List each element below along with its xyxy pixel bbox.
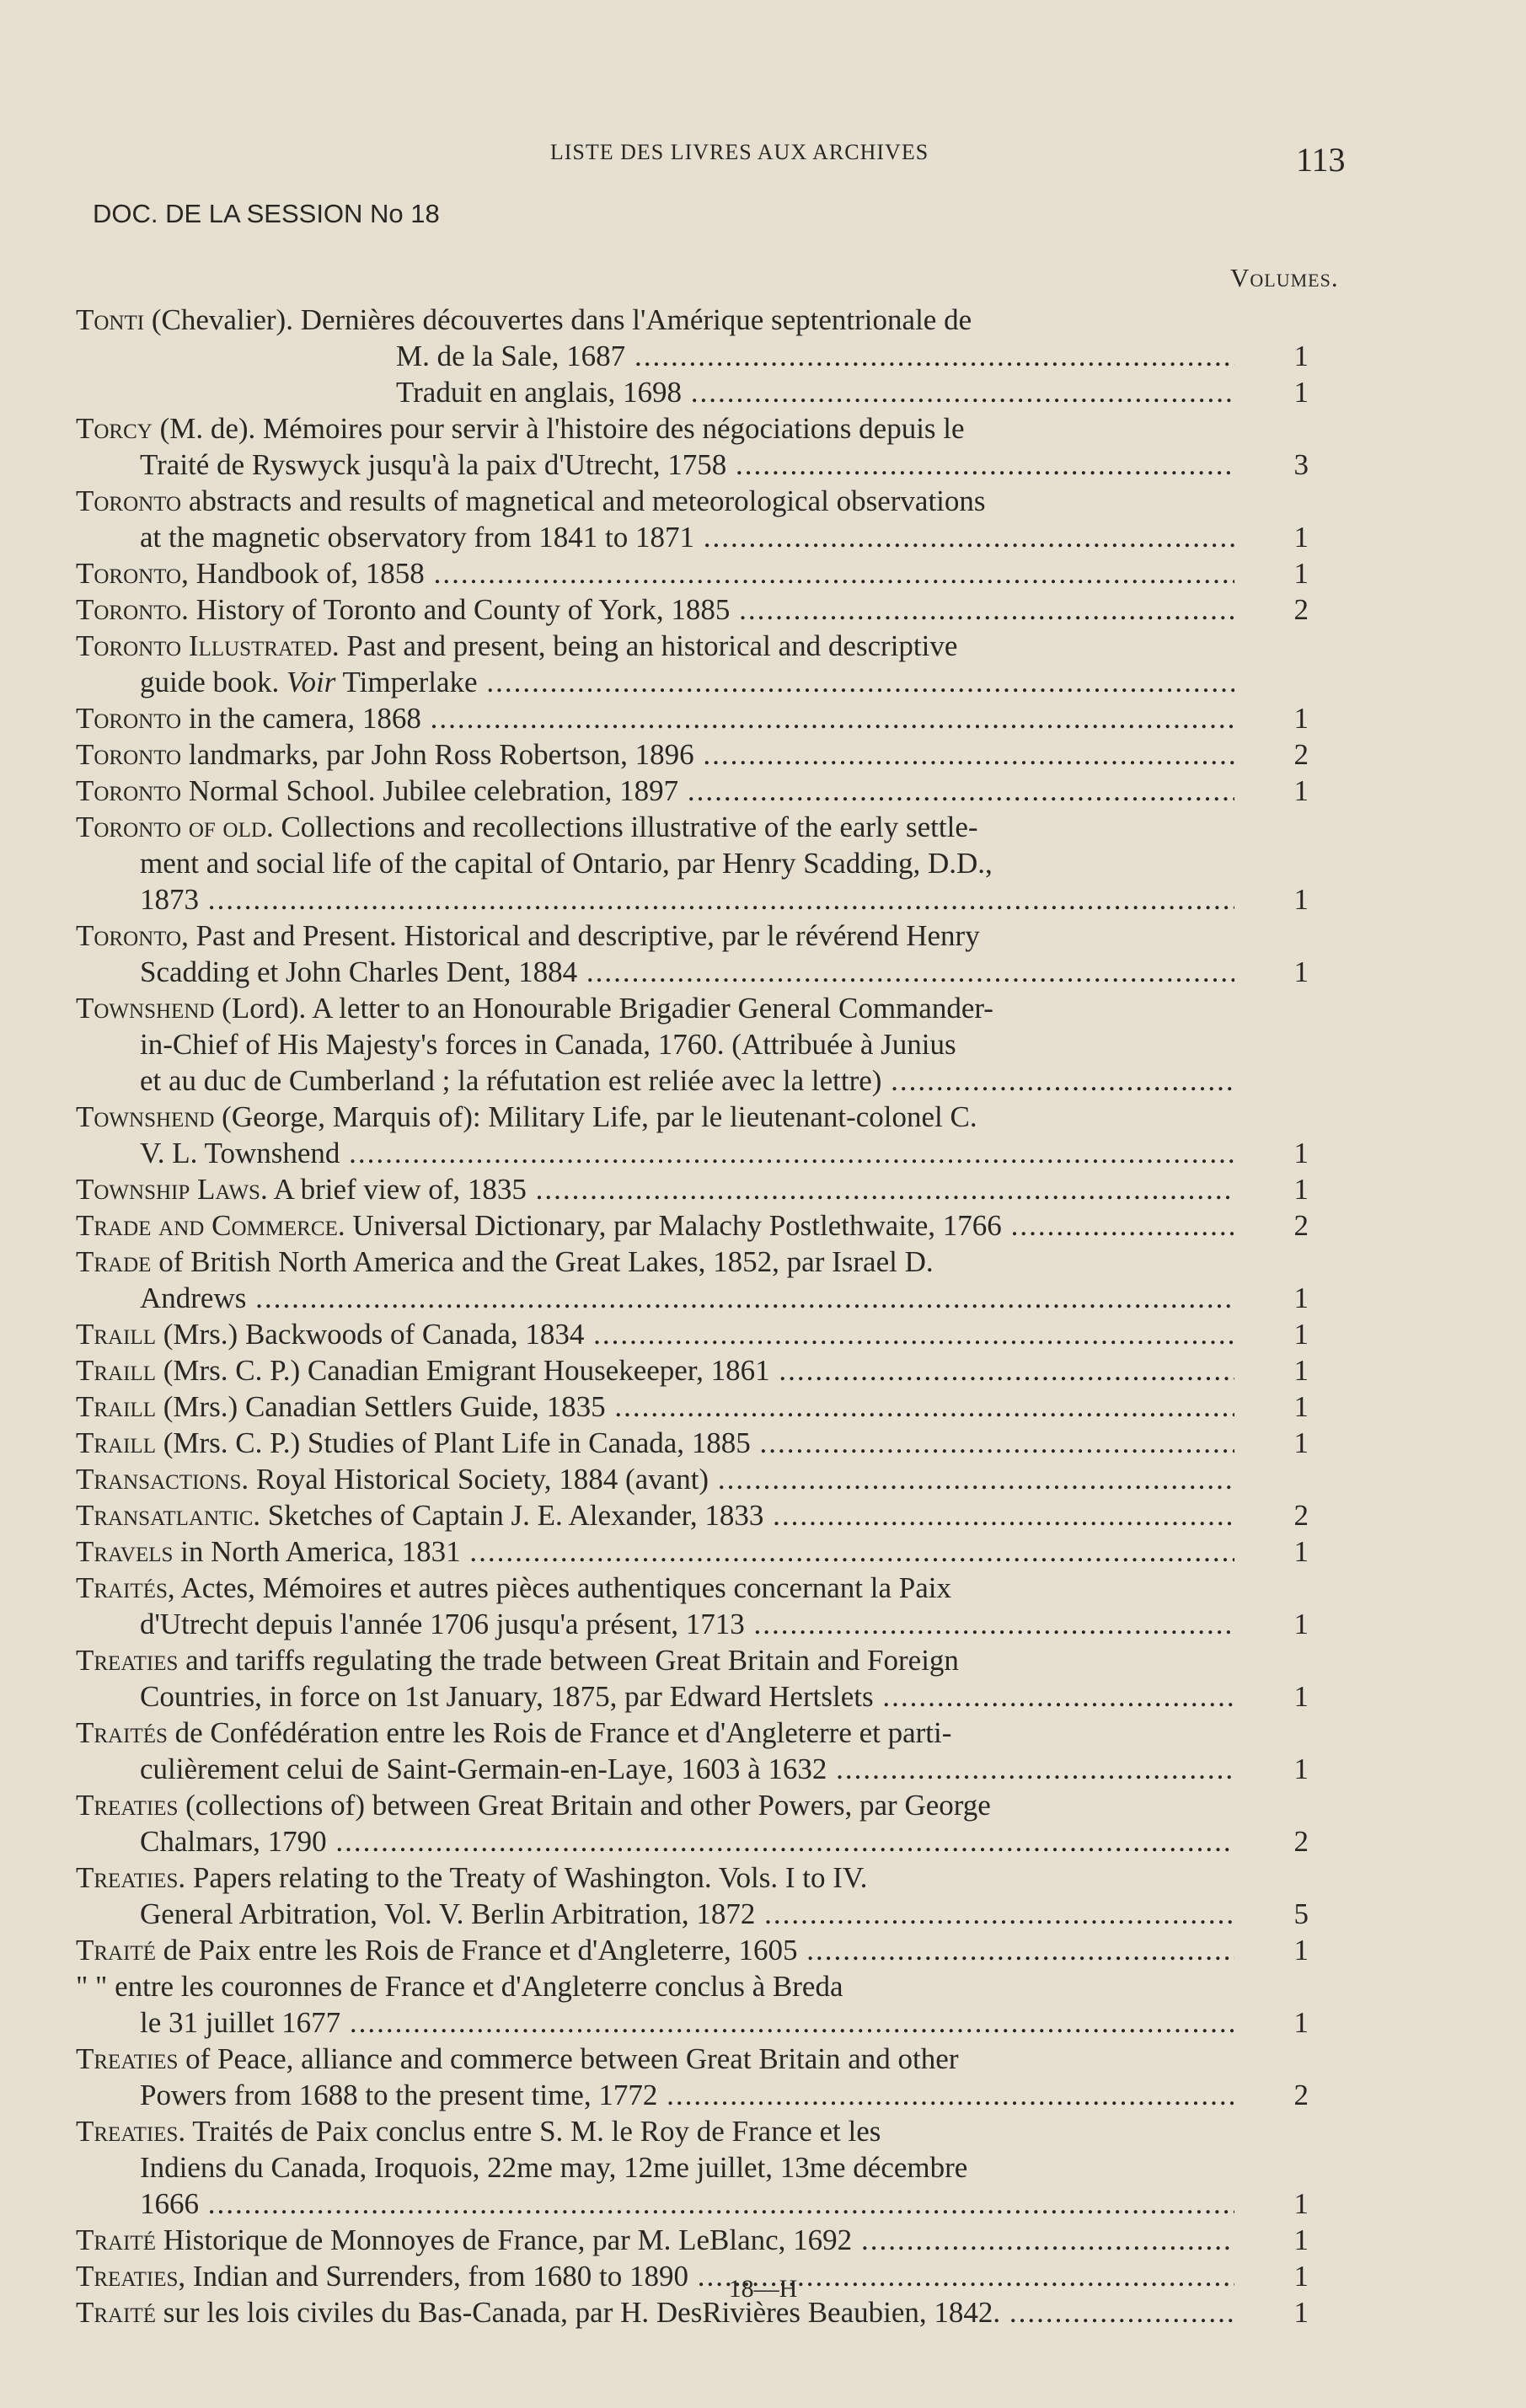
entry-heading: Traité	[76, 2223, 156, 2256]
list-entry	[76, 2041, 1319, 2113]
entry-text: Chalmars, 1790 .....	[140, 1825, 1234, 1858]
entry-heading: Travels	[76, 1535, 174, 1568]
list-entry	[76, 1316, 1319, 1352]
entry-text: . Collections and recollections illustrative of the early settle-	[265, 811, 978, 843]
entry-heading: Traill	[76, 1318, 156, 1351]
entry-line	[76, 483, 1234, 519]
entry-heading: Toronto of old	[76, 811, 266, 843]
volume-count: 1	[1293, 340, 1309, 372]
entry-text: (Mrs. C. P.) Canadian Emigrant Housekeeper, 1861 .....	[156, 1354, 1234, 1387]
entry-line	[76, 1896, 1234, 1932]
list-entry	[76, 773, 1319, 809]
list-entry	[76, 2113, 1319, 2222]
volume-count: 2	[1293, 1825, 1309, 1858]
entry-line	[76, 410, 1234, 447]
volume-count: 1	[1293, 1390, 1309, 1423]
entry-text: et au duc de Cumberland ; la réfutation est reliée avec la lettre) .....	[140, 1064, 1234, 1097]
entry-heading: Toronto	[76, 919, 182, 952]
list-entry	[76, 1642, 1319, 1715]
entry-text: . Traités de Paix conclus entre S. M. le Roy de France et les	[178, 2115, 881, 2148]
list-entry	[76, 1968, 1319, 2041]
volume-count: 1	[1293, 376, 1309, 409]
entry-line	[76, 1461, 1234, 1497]
entry-heading: "	[76, 1970, 88, 2003]
entry-line	[76, 1823, 1234, 1860]
entry-text: , Indian and Surrenders, from 1680 to 1890 .....	[178, 2260, 1234, 2293]
entry-line	[76, 302, 1234, 338]
entry-text: at the magnetic observatory from 1841 to 1871 .....	[140, 521, 1234, 554]
entry-text: Powers from 1688 to the present time, 1772 .....	[140, 2079, 1234, 2111]
entry-line	[76, 1642, 1234, 1678]
entry-text: Historique de Monnoyes de France, par M. LeBlanc, 1692 .....	[156, 2223, 1234, 2256]
entry-line	[76, 1968, 1234, 2004]
volume-count: 1	[1293, 1934, 1309, 1967]
volume-count: 1	[1293, 1680, 1309, 1713]
entry-text: , Handbook of, 1858 .....	[181, 557, 1234, 590]
volume-count: 1	[1293, 1354, 1309, 1387]
entry-line	[76, 1062, 1234, 1099]
list-entry	[76, 1932, 1319, 1968]
entry-heading: Toronto	[76, 774, 182, 807]
entry-text: . A brief view of, 1835 .....	[260, 1173, 1234, 1206]
entry-heading: Traités	[76, 1716, 168, 1749]
list-entry	[76, 1171, 1319, 1207]
entry-line	[76, 809, 1234, 845]
entry-line	[76, 1352, 1234, 1389]
entry-text: in-Chief of His Majesty's forces in Canada, 1760. (Attribuée à Junius	[140, 1028, 956, 1061]
entry-text: d'Utrecht depuis l'année 1706 jusqu'a présent, 1713 .....	[140, 1608, 1234, 1640]
volumes-column-header: Volumes.	[1230, 263, 1339, 292]
entry-text: 1873 .....	[140, 883, 1234, 916]
entry-line	[76, 1606, 1234, 1642]
entry-heading: Transactions	[76, 1463, 242, 1496]
entry-heading: Treaties	[76, 1789, 179, 1822]
entry-line	[76, 338, 1234, 374]
entry-line	[76, 1026, 1234, 1062]
list-entry	[76, 2222, 1319, 2258]
entry-text: Normal School. Jubilee celebration, 1897 .....	[181, 774, 1234, 807]
volume-count: 1	[1293, 557, 1309, 590]
volume-count: 1	[1293, 2223, 1309, 2256]
entry-line	[76, 736, 1234, 773]
entry-text: culièrement celui de Saint-Germain-en-Laye, 1603 à 1632 .....	[140, 1752, 1234, 1785]
volume-count: 2	[1293, 593, 1309, 626]
list-entry	[76, 1352, 1319, 1389]
entry-heading: Townshend	[76, 992, 215, 1025]
entry-line	[76, 2004, 1234, 2041]
entry-text: , Past and Present. Historical and descriptive, par le révérend Henry	[181, 919, 980, 952]
list-entry	[76, 1099, 1319, 1171]
entry-heading: Toronto	[76, 593, 182, 626]
entry-text: Traité de Ryswyck jusqu'à la paix d'Utrecht, 1758 .....	[140, 448, 1234, 481]
volume-count: 1	[1293, 1173, 1309, 1206]
entry-line	[76, 918, 1234, 954]
list-entry	[76, 410, 1319, 483]
entry-text: (Mrs.) Canadian Settlers Guide, 1835 .....	[156, 1390, 1234, 1423]
list-entry	[76, 1207, 1319, 1244]
entry-line	[76, 628, 1234, 664]
entry-text: sur les lois civiles du Bas-Canada, par H. DesRivières Beaubien, 1842. .....	[156, 2296, 1234, 2329]
entry-text: Countries, in force on 1st January, 1875, par Edward Hertslets .....	[140, 1680, 1234, 1713]
entry-heading: Trade and Commerce	[76, 1209, 338, 1242]
volume-count: 1	[1293, 2187, 1309, 2220]
signature-mark: 18—H	[728, 2275, 798, 2303]
list-entry	[76, 483, 1319, 555]
entry-heading: Treaties	[76, 1861, 179, 1894]
entry-line	[76, 1751, 1234, 1787]
book-list	[76, 302, 1319, 2330]
entry-text: (Mrs. C. P.) Studies of Plant Life in Canada, 1885 .....	[156, 1426, 1234, 1459]
volume-count: 1	[1293, 2296, 1309, 2329]
entry-text: of British North America and the Great Lakes, 1852, par Israel D.	[151, 1245, 934, 1278]
list-entry	[76, 302, 1319, 374]
entry-line	[76, 1715, 1234, 1751]
volume-count: 1	[1293, 702, 1309, 735]
entry-text: landmarks, par John Ross Robertson, 1896 .....	[181, 738, 1234, 771]
session-label: DOC. DE LA SESSION No 18	[93, 199, 440, 228]
entry-text: (Chevalier). Dernières découvertes dans l'Amérique septentrionale de	[144, 303, 972, 336]
entry-line	[76, 1425, 1234, 1461]
volume-count: 2	[1293, 1209, 1309, 1242]
entry-text: ment and social life of the capital of Ontario, par Henry Scadding, D.D.,	[140, 847, 993, 880]
entry-text: Scadding et John Charles Dent, 1884 .....	[140, 955, 1234, 988]
entry-heading: Treaties	[76, 2042, 179, 2075]
volume-count: 1	[1293, 774, 1309, 807]
list-entry	[76, 555, 1319, 591]
entry-text: de Confédération entre les Rois de France et d'Angleterre et parti-	[167, 1716, 952, 1749]
volume-count: 1	[1293, 1608, 1309, 1640]
volume-count: 1	[1293, 1318, 1309, 1351]
list-entry	[76, 1533, 1319, 1570]
entry-heading: Townshend	[76, 1100, 215, 1133]
volume-count: 1	[1293, 1426, 1309, 1459]
entry-line	[76, 1389, 1234, 1425]
list-entry	[76, 374, 1319, 410]
entry-text: . Universal Dictionary, par Malachy Postlethwaite, 1766 .....	[338, 1209, 1234, 1242]
entry-heading: Township Laws	[76, 1173, 260, 1206]
list-entry	[76, 591, 1319, 628]
entry-heading: Toronto	[76, 484, 182, 517]
entry-heading: Treaties	[76, 2115, 179, 2148]
entry-text: V. L. Townshend .....	[140, 1137, 1234, 1169]
volume-count: 1	[1293, 521, 1309, 554]
entry-heading: Treaties	[76, 1644, 179, 1677]
entry-line	[76, 773, 1234, 809]
entry-line	[76, 1678, 1234, 1715]
volume-count: 1	[1293, 1752, 1309, 1785]
running-title: LISTE DES LIVRES AUX ARCHIVES	[549, 140, 929, 164]
entry-heading: Traill	[76, 1390, 156, 1423]
entry-text: in North America, 1831 .....	[173, 1535, 1234, 1568]
entry-text: 1666 .....	[140, 2187, 1234, 2220]
entry-text: Andrews .....	[140, 1282, 1234, 1314]
entry-line	[76, 1570, 1234, 1606]
entry-text: . Past and present, being an historical and descriptive	[331, 629, 958, 662]
entry-line	[76, 990, 1234, 1026]
page-number: 113	[1296, 141, 1346, 179]
volume-count: 1	[1293, 2006, 1309, 2039]
entry-line	[76, 591, 1234, 628]
entry-text: " entre les couronnes de France et d'Angleterre conclus à Breda	[88, 1970, 843, 2003]
entry-text: (collections of) between Great Britain and other Powers, par George	[178, 1789, 991, 1822]
entry-text: de Paix entre les Rois de France et d'Angleterre, 1605 .....	[156, 1934, 1234, 1967]
entry-line	[76, 1497, 1234, 1533]
entry-line	[76, 954, 1234, 990]
entry-line	[76, 2186, 1234, 2222]
entry-text: . History of Toronto and County of York, 1885 .....	[181, 593, 1234, 626]
entry-heading: Tonti	[76, 303, 145, 336]
volume-count: 5	[1293, 1897, 1309, 1930]
entry-line	[76, 2077, 1234, 2113]
entry-heading: Traill	[76, 1426, 156, 1459]
entry-line	[76, 1280, 1234, 1316]
entry-line	[76, 2113, 1234, 2149]
entry-line	[76, 1135, 1234, 1171]
list-entry	[76, 1860, 1319, 1932]
entry-heading: Trade	[76, 1245, 152, 1278]
entry-text: and tariffs regulating the trade between Great Britain and Foreign	[178, 1644, 959, 1677]
entry-line	[76, 664, 1234, 700]
entry-line	[76, 374, 1234, 410]
entry-line	[76, 1860, 1234, 1896]
entry-text: (George, Marquis of): Military Life, par le lieutenant-colonel C.	[214, 1100, 977, 1133]
volume-count: 1	[1293, 1535, 1309, 1568]
entry-line	[76, 555, 1234, 591]
list-entry	[76, 918, 1319, 990]
entry-line	[76, 1099, 1234, 1135]
entry-heading: Traité	[76, 1934, 156, 1967]
entry-heading: Traité	[76, 2296, 156, 2329]
list-entry	[76, 990, 1319, 1099]
entry-heading: Torcy	[76, 412, 153, 445]
entry-line	[76, 2222, 1234, 2258]
entry-text: (Lord). A letter to an Honourable Brigadier General Commander-	[214, 992, 993, 1025]
entry-text: of Peace, alliance and commerce between Great Britain and other	[178, 2042, 959, 2075]
entry-line	[76, 519, 1234, 555]
entry-heading: Toronto	[76, 738, 182, 771]
list-entry	[76, 1425, 1319, 1461]
list-entry	[76, 628, 1319, 700]
volume-count: 1	[1293, 1137, 1309, 1169]
entry-line	[76, 700, 1234, 736]
entry-line	[76, 1932, 1234, 1968]
entry-heading: Toronto Illustrated	[76, 629, 332, 662]
entry-line	[76, 1316, 1234, 1352]
entry-text: General Arbitration, Vol. V. Berlin Arbitration, 1872 .....	[140, 1897, 1234, 1930]
list-entry	[76, 809, 1319, 918]
list-entry	[76, 1389, 1319, 1425]
entry-line	[76, 2041, 1234, 2077]
entry-text: M. de la Sale, 1687 .....	[396, 340, 1234, 372]
entry-heading: Treaties	[76, 2260, 179, 2293]
list-entry	[76, 1497, 1319, 1533]
entry-text: in the camera, 1868 .....	[181, 702, 1234, 735]
list-entry	[76, 1570, 1319, 1642]
entry-heading: Transatlantic	[76, 1499, 254, 1532]
entry-heading: Traités	[76, 1571, 168, 1604]
entry-text: (M. de). Mémoires pour servir à l'histoire des négociations depuis le	[152, 412, 965, 445]
volume-count: 1	[1293, 1282, 1309, 1314]
volume-count: 2	[1293, 2079, 1309, 2111]
volume-count: 2	[1293, 738, 1309, 771]
entry-text: Indiens du Canada, Iroquois, 22me may, 12me juillet, 13me décembre	[140, 2151, 968, 2184]
entry-text: Traduit en anglais, 1698 .....	[396, 376, 1234, 409]
entry-text: Timperlake .....	[335, 666, 1234, 698]
volume-count: 1	[1293, 883, 1309, 916]
entry-heading: Toronto	[76, 557, 182, 590]
entry-line	[76, 2149, 1234, 2186]
list-entry	[76, 736, 1319, 773]
volume-count: 3	[1293, 448, 1309, 481]
list-entry	[76, 1787, 1319, 1860]
entry-text-italic: Voir	[286, 666, 336, 698]
entry-line	[76, 447, 1234, 483]
list-entry	[76, 1461, 1319, 1497]
volume-count: 1	[1293, 2260, 1309, 2293]
entry-heading: Traill	[76, 1354, 156, 1387]
entry-text: , Actes, Mémoires et autres pièces authentiques concernant la Paix	[167, 1571, 951, 1604]
entry-text: (Mrs.) Backwoods of Canada, 1834 .....	[156, 1318, 1234, 1351]
entry-heading: Toronto	[76, 702, 182, 735]
entry-line	[76, 1207, 1234, 1244]
entry-line	[76, 881, 1234, 918]
entry-text: . Sketches of Captain J. E. Alexander, 1833 .....	[253, 1499, 1234, 1532]
volume-count: 1	[1293, 955, 1309, 988]
list-entry	[76, 1715, 1319, 1787]
entry-line	[76, 1244, 1234, 1280]
entry-text: abstracts and results of magnetical and meteorological observations	[181, 484, 986, 517]
entry-line	[76, 1171, 1234, 1207]
list-entry	[76, 700, 1319, 736]
entry-line	[76, 1787, 1234, 1823]
volume-count: 2	[1293, 1499, 1309, 1532]
entry-line	[76, 1533, 1234, 1570]
entry-text: . Papers relating to the Treaty of Washington. Vols. I to IV.	[178, 1861, 868, 1894]
list-entry	[76, 1244, 1319, 1316]
entry-line	[76, 845, 1234, 881]
entry-text: . Royal Historical Society, 1884 (avant) .....	[241, 1463, 1234, 1496]
entry-text: guide book.	[140, 666, 287, 698]
entry-text: le 31 juillet 1677 .....	[140, 2006, 1234, 2039]
